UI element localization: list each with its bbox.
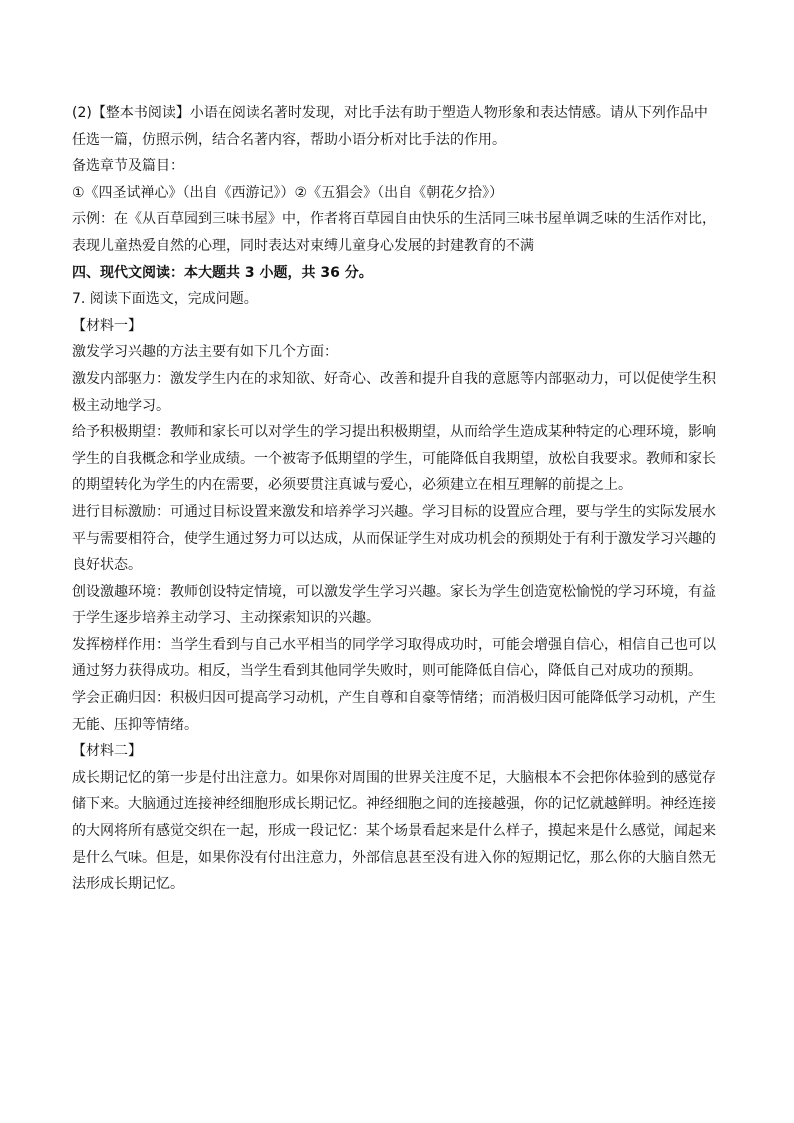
question-2-line-5: 示例：在《从百草园到三味书屋》中，作者将百草园自由快乐的生活同三味书屋单调乏味的生活作对比， [72, 211, 716, 228]
material-1-line-1: 激发学习兴趣的方法主要有如下几个方面： [72, 344, 338, 361]
material-1-line-13: 通过努力获得成功。相反，当学生看到其他同学失败时，则可能降低自信心，降低自己对成功的预期。 [72, 663, 702, 680]
material-1-line-4: 给予积极期望：教师和家长可以对学生的学习提出积极期望，从而给学生造成某种特定的心理环境，影响 [72, 424, 716, 441]
question-2-line-2: 任选一篇，仿照示例，结合名著内容，帮助小语分析对比手法的作用。 [72, 131, 506, 148]
material-1-line-14: 学会正确归因：积极归因可提高学习动机，产生自尊和自豪等情绪；而消极归因可能降低学习动机，产生 [72, 690, 716, 707]
material-2-line-2: 储下来。大脑通过连接神经细胞形成长期记忆。神经细胞之间的连接越强，你的记忆就越鲜明。神经连接 [72, 796, 716, 813]
material-1-line-2: 激发内部驱力：激发学生内在的求知欲、好奇心、改善和提升自我的意愿等内部驱动力，可以促使学生积 [72, 370, 716, 387]
material-1-line-10: 创设激趣环境：教师创设特定情境，可以激发学生学习兴趣。家长为学生创造宽松愉悦的学习环境，有益 [72, 583, 716, 600]
question-2-line-3: 备选章节及篇目： [72, 158, 184, 175]
material-2-title: 【材料二】 [72, 743, 142, 760]
material-2-line-5: 法形成长期记忆。 [72, 876, 184, 893]
material-1-line-11: 于学生逐步培养主动学习、主动探索知识的兴趣。 [72, 610, 380, 627]
document-page [72, 100, 722, 898]
material-1-line-3: 极主动地学习。 [72, 397, 170, 414]
material-2-line-3: 的大网将所有感觉交织在一起，形成一段记忆：某个场景看起来是什么样子，摸起来是什么感觉，闻起来 [72, 823, 716, 840]
material-2-line-4: 是什么气味。但是，如果你没有付出注意力，外部信息甚至没有进入你的短期记忆，那么你的大脑自然无 [72, 849, 716, 866]
material-1-line-12: 发挥榜样作用：当学生看到与自己水平相当的同学学习取得成功时，可能会增强自信心，相信自己也可以 [72, 636, 716, 653]
section-4-heading: 四、现代文阅读：本大题共 3 小题，共 36 分。 [72, 264, 373, 281]
question-2-line-4: ①《四圣试禅心》（出自《西游记》）②《五猖会》（出自《朝花夕拾》） [72, 184, 504, 201]
question-2-line-6: 表现儿童热爱自然的心理，同时表达对束缚儿童身心发展的封建教育的不满 [72, 237, 534, 254]
material-1-line-7: 进行目标激励：可通过目标设置来激发和培养学习兴趣。学习目标的设置应合理，要与学生的实际发展水 [72, 503, 716, 520]
material-1-line-15: 无能、压抑等情绪。 [72, 716, 198, 733]
material-2-line-1: 成长期记忆的第一步是付出注意力。如果你对周围的世界关注度不足，大脑根本不会把你体验到的感觉存 [72, 769, 716, 786]
question-7-intro: 7. 阅读下面选文，完成问题。 [72, 291, 258, 308]
material-1-line-9: 良好状态。 [72, 557, 142, 574]
material-2-block [72, 738, 722, 898]
material-1-line-8: 平与需要相符合，使学生通过努力可以达成，从而保证学生对成功机会的预期处于有利于激发学习兴趣的 [72, 530, 716, 547]
material-1-line-5: 学生的自我概念和学业成绩。一个被寄予低期望的学生，可能降低自我期望，放松自我要求。教师和家长 [72, 450, 716, 467]
material-1-title: 【材料一】 [72, 317, 142, 334]
question-2-line-1: (2)【整本书阅读】小语在阅读名著时发现，对比手法有助于塑造人物形象和表达情感。请从下列作品中 [72, 105, 708, 121]
material-1-block [72, 313, 722, 739]
question-2-block [72, 100, 722, 260]
material-1-line-6: 的期望转化为学生的内在需要，必须要贯注真诚与爱心，必须建立在相互理解的前提之上。 [72, 477, 632, 494]
